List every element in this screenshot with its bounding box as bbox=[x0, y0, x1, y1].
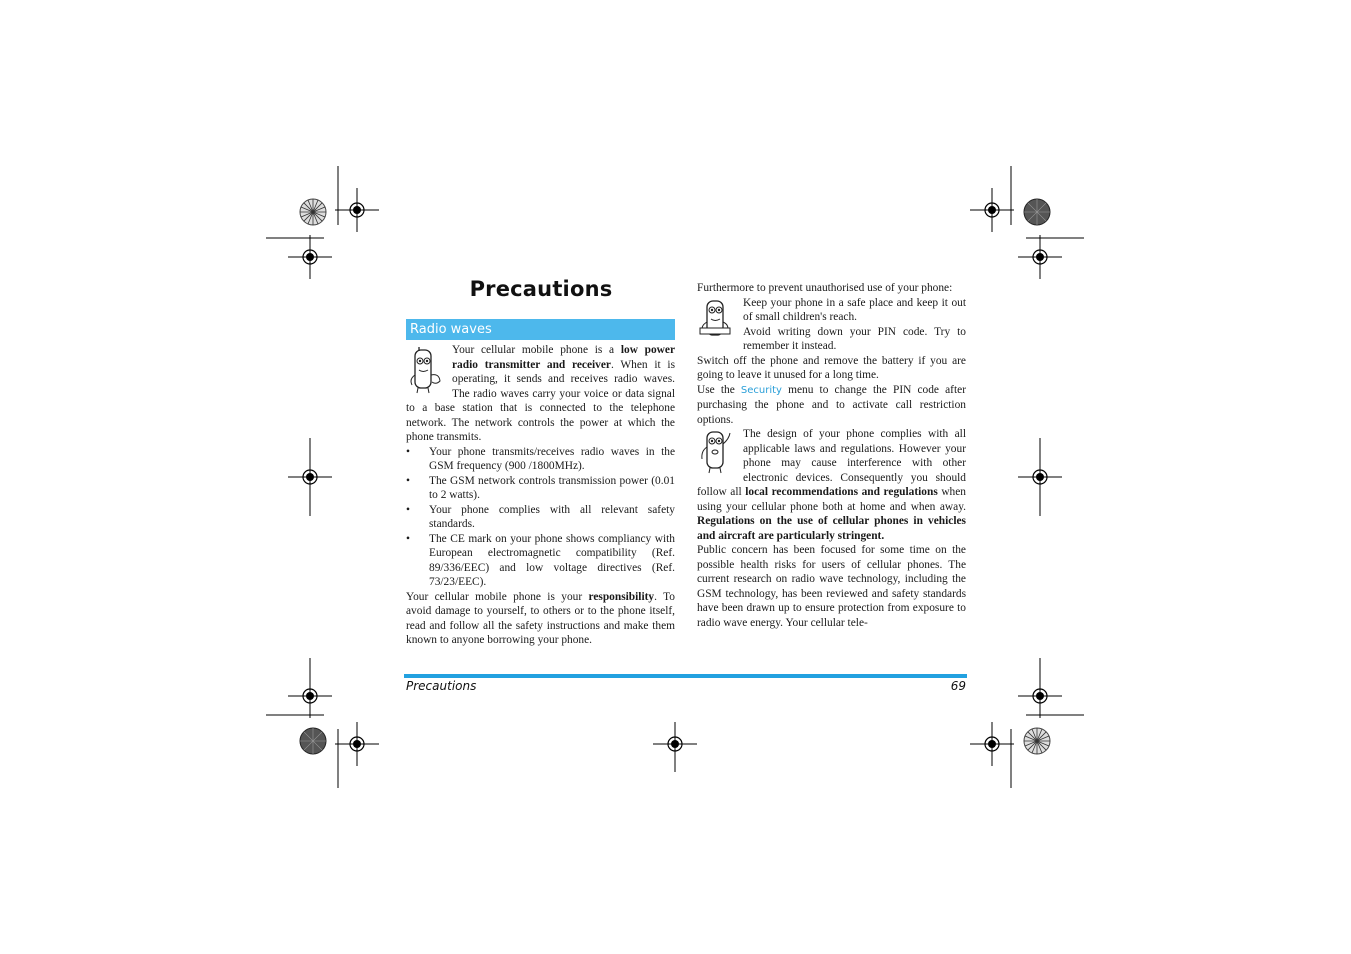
right-column bbox=[697, 281, 966, 630]
design-compliance-paragraph: The design of your phone complies with all applicable laws and regulations. However your phone may cause interference with other electronic devices. Consequently you should follow all local recommendations and regulations when using your cellular phone both at home and when away. Regulations on the use of cellular phones in vehicles and aircraft are particularly stringent. bbox=[697, 428, 966, 542]
unauthorised-use-intro: Furthermore to prevent unauthorised use of your phone: bbox=[697, 282, 953, 294]
list-item: • The CE mark on your phone shows compliancy with European electromagnetic compatibility (Ref. 89/336/EEC) and low voltage directives (Ref. 73/23/EEC). bbox=[406, 532, 675, 590]
security-menu-reference: Security bbox=[740, 384, 782, 396]
list-item: • Your phone complies with all relevant safety standards. bbox=[406, 503, 675, 532]
security-menu-paragraph: Use the Security menu to change the PIN code after purchasing the phone and to activate call restriction options. bbox=[697, 383, 966, 426]
phone-mascot-icon bbox=[406, 345, 444, 395]
footer-section-name: Precautions bbox=[406, 679, 477, 693]
bullet-list bbox=[406, 445, 675, 590]
page-title: Precautions bbox=[469, 277, 613, 301]
footer-rule bbox=[404, 674, 967, 678]
list-item: • Your phone transmits/receives radio waves in the GSM frequency (900 /1800MHz). bbox=[406, 445, 675, 474]
page-number: 69 bbox=[950, 679, 966, 693]
left-column bbox=[406, 343, 675, 648]
tip-keep-safe: Keep your phone in a safe place and keep it out of small children's reach. bbox=[743, 296, 966, 323]
phone-mascot-icon bbox=[697, 429, 735, 475]
list-item: • The GSM network controls transmission power (0.01 to 2 watts). bbox=[406, 474, 675, 503]
tip-pin-code: Avoid writing down your PIN code. Try to remember it instead. bbox=[743, 325, 966, 352]
section-heading-radio-waves: Radio waves bbox=[406, 319, 675, 340]
switch-off-paragraph: Switch off the phone and remove the battery if you are going to leave it unused for a long time. bbox=[697, 354, 966, 381]
intro-paragraph: Your cellular mobile phone is a low power radio transmitter and receiver. When it is operating, it sends and receives radio waves. The radio waves carry your voice or data signal to a base station that is connected to the telephone network. The network controls the power at which the phone transmits. bbox=[406, 344, 675, 443]
public-concern-paragraph: Public concern has been focused for some time on the possible health risks for users of cellular phones. The current research on radio wave technology, including the GSM technology, has been reviewed and safety standards have been drawn up to ensure protection from exposure to radio wave energy. Your cellular tele- bbox=[697, 544, 966, 629]
phone-mascot-icon bbox=[697, 298, 735, 340]
responsibility-paragraph: Your cellular mobile phone is your responsibility. To avoid damage to yourself, to others or to the phone itself, read and follow all the safety instructions and make them known to anyone borrowing your phone. bbox=[406, 590, 675, 646]
